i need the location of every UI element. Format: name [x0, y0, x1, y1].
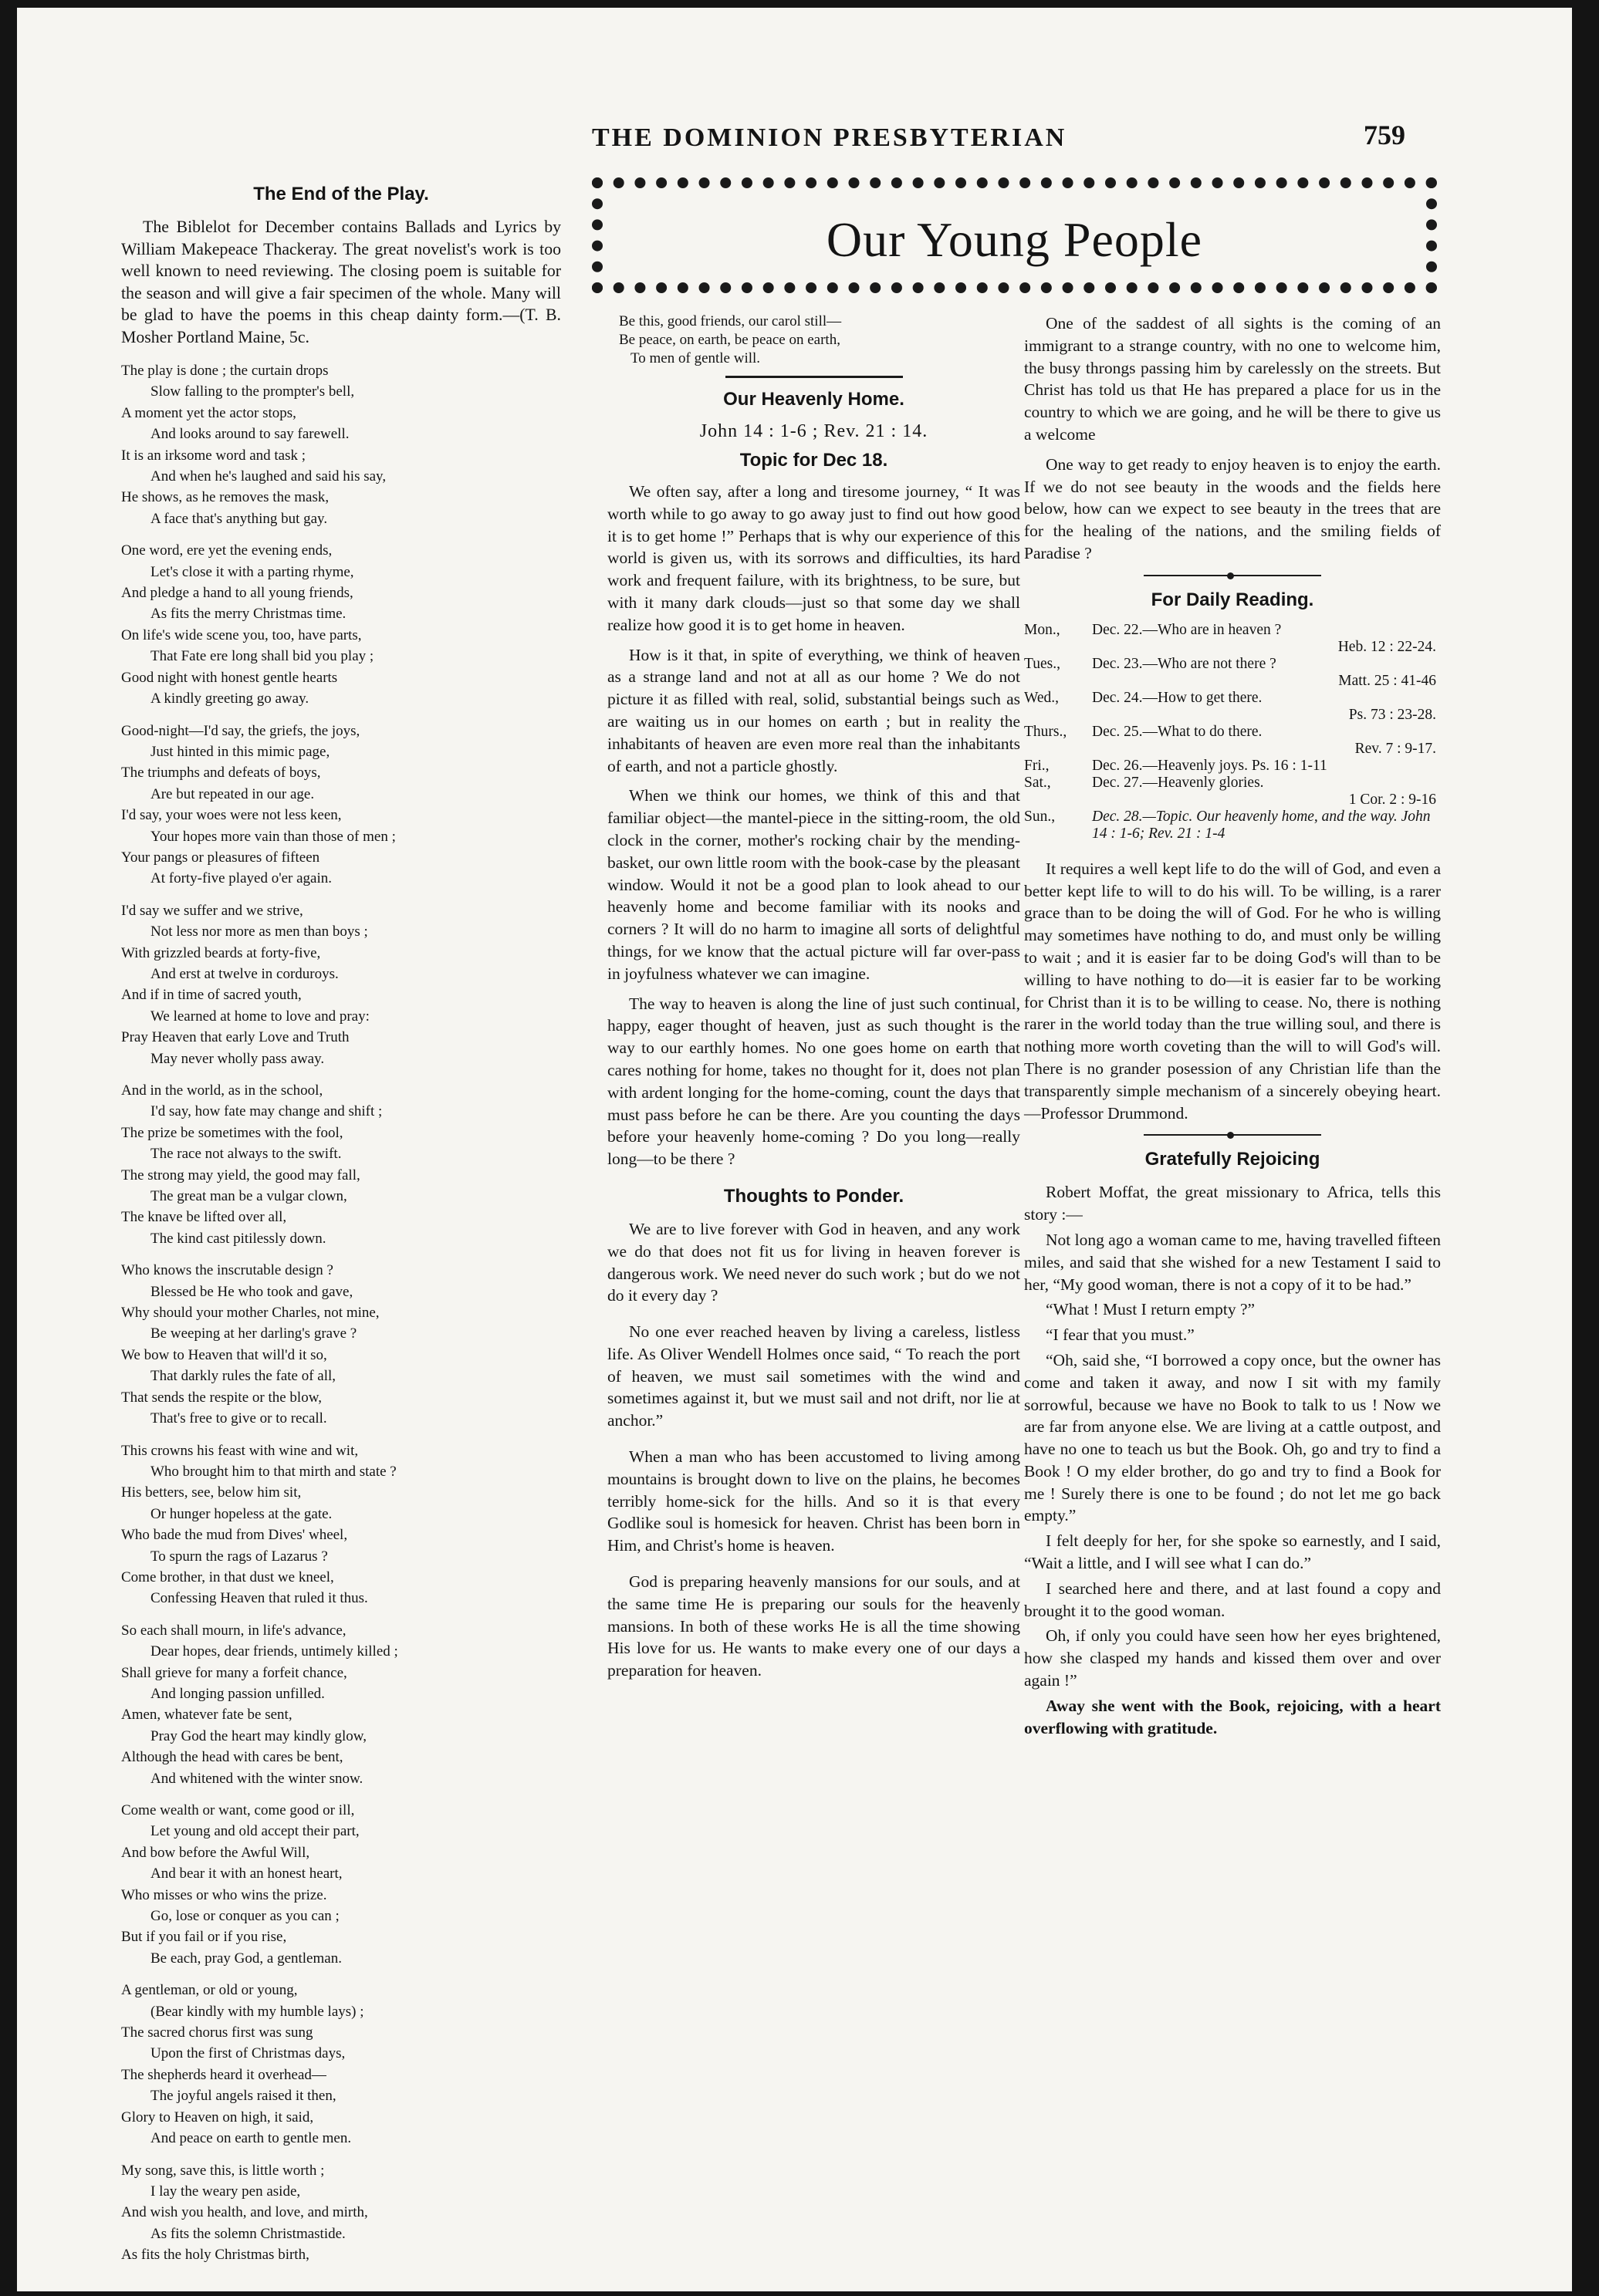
running-title: THE DOMINION PRESBYTERIAN [592, 123, 1067, 152]
middle-column [607, 312, 1020, 1696]
poem-line: Although the head with cares be bent, [121, 1749, 343, 1766]
paragraph: When a man who has been accustomed to living among mountains is brought down to live on the plains, he becomes terribly home-sick for the hills. And so it is that every Godlike soul is homesick for heaven. Christ has been born in Him, and Christ's home is heaven. [607, 1447, 1020, 1555]
poem-line: And pledge a hand to all young friends, [121, 585, 353, 602]
daily-reading-table [1024, 622, 1441, 842]
reading-reference: Heb. 12 : 22-24. [1337, 638, 1436, 655]
poem-line: Who brought him to that mirth and state ? [150, 1463, 397, 1480]
reading-text [1092, 622, 1441, 656]
article-title-heavenly-home: Our Heavenly Home. [723, 389, 904, 410]
poem-stanza [121, 360, 561, 529]
poem-line: As fits the merry Christmas time. [150, 606, 347, 623]
poem-line: Good night with honest gentle hearts [121, 669, 338, 686]
paragraph: “I fear that you must.” [1046, 1325, 1195, 1345]
poem-line: Amen, whatever fate be sent, [121, 1707, 292, 1724]
poem-line: Pray Heaven that early Love and Truth [121, 1029, 350, 1046]
poem-line: And bear it with an honest heart, [150, 1866, 343, 1882]
poem-line: The race not always to the swift. [150, 1146, 342, 1163]
poem-line: That darkly rules the fate of all, [150, 1368, 336, 1385]
poem-line: I lay the weary pen aside, [150, 2183, 301, 2200]
poem-stanza [121, 2160, 561, 2266]
poem-line: Blessed be He who took and gave, [150, 1283, 353, 1300]
reading-text [1092, 690, 1441, 724]
poem-line: At forty-five played o'er again. [150, 870, 333, 887]
poem-line: That's free to give or to recall. [150, 1410, 327, 1427]
scripture-reference: John 14 : 1-6 ; Rev. 21 : 14. [699, 421, 928, 441]
paragraph: Oh, if only you could have seen how her eyes brightened, how she clasped my hands and kissed them over and over again !” [1024, 1626, 1441, 1690]
reading-entry: Dec. 28.—Topic. Our heavenly home, and the way. John 14 : 1-6; Rev. 21 : 1-4 [1092, 808, 1431, 842]
article-body-continued [1024, 312, 1441, 565]
poem-line: Your pangs or pleasures of fifteen [121, 849, 320, 866]
reading-entry: Dec. 23.—Who are not there ? [1092, 655, 1276, 672]
reading-entry: Dec. 24.—How to get there. [1092, 689, 1263, 706]
reading-day: Sun., [1024, 808, 1056, 825]
poem-line: And whitened with the winter snow. [150, 1770, 363, 1787]
poem-line: Good-night—I'd say, the griefs, the joys, [121, 722, 360, 739]
poem-line: That Fate ere long shall bid you play ; [150, 648, 374, 665]
poem-stanza [121, 1980, 561, 2149]
poem-line: We bow to Heaven that will'd it so, [121, 1346, 327, 1363]
reading-reference: Rev. 7 : 9-17. [1354, 740, 1436, 757]
reading-reference: 1 Cor. 2 : 9-16 [1348, 791, 1436, 808]
reading-row [1024, 758, 1441, 775]
poem-line: I'd say, how fate may change and shift ; [150, 1103, 383, 1120]
poem-line: As fits the solemn Christmastide. [150, 2225, 346, 2242]
poem-line: Why should your mother Charles, not mine, [121, 1305, 380, 1322]
reading-day: Thurs., [1024, 723, 1067, 740]
poem-line: The knave be lifted over all, [121, 1209, 287, 1226]
poem-line: He shows, as he removes the mask, [121, 489, 330, 506]
poem-line: I'd say we suffer and we strive, [121, 902, 303, 919]
poem-line: Go, lose or conquer as you can ; [150, 1908, 340, 1925]
poem-line: A gentleman, or old or young, [121, 1982, 298, 1999]
paragraph: One of the saddest of all sights is the coming of an immigrant to a strange country, with no one to welcome him, the busy throngs passing him by carelessly on the streets. But Christ has told us that He has prepared a place for us in the country to which we are going, and he will be there to give us a welcome [1024, 314, 1441, 444]
poem-line: The joyful angels raised it then, [150, 2088, 336, 2105]
poem-line: Let young and old accept their part, [150, 1823, 360, 1840]
poem-line: Dear hopes, dear friends, untimely killed ; [150, 1643, 398, 1660]
reading-text [1092, 775, 1441, 809]
divider [725, 376, 903, 378]
paragraph: We are to live forever with God in heaven, and any work we do that does not fit us for living in heaven forever is dangerous work. We need never do such work ; but do we not do it every day ? [607, 1219, 1020, 1305]
poem-line: Glory to Heaven on high, it said, [121, 2109, 314, 2125]
reading-text [1092, 809, 1441, 842]
reading-row [1024, 809, 1441, 842]
carol-verse [607, 312, 1020, 368]
poem-stanza [121, 540, 561, 709]
reading-row [1024, 622, 1441, 656]
poem-line: Shall grieve for many a forfeit chance, [121, 1664, 347, 1681]
poem-line: And if in time of sacred youth, [121, 987, 302, 1004]
reading-row [1024, 724, 1441, 758]
poem-line: On life's wide scene you, too, have parts, [121, 626, 362, 643]
article-body [607, 481, 1020, 1170]
page-number: 759 [1364, 120, 1405, 150]
poem-line: And peace on earth to gentle men. [150, 2130, 352, 2147]
reading-row [1024, 656, 1441, 690]
poem-line: The shepherds heard it overhead— [121, 2066, 326, 2083]
poem-line: Confessing Heaven that ruled it thus. [150, 1590, 368, 1607]
poem-line: The strong may yield, the good may fall, [121, 1167, 360, 1183]
reading-day: Tues., [1024, 655, 1060, 672]
reading-entry: Dec. 26.—Heavenly joys. Ps. 16 : 1-11 [1092, 757, 1327, 774]
poem-line: A face that's anything but gay. [150, 510, 328, 527]
will-paragraph: It requires a well kept life to do the will of God, and even a better kept life to will to do his will. To be willing, is a rarer grace than to be doing the will of God. For he who is willing may sometimes have nothing to do, and must only be willing to wait ; and it is easier far to be doing God's will than to be willing to have nothing to do—it is easier far to be working for Christ than it is to be willing to cease. No, there is nothing rarer in the world today than the true willing soul, and there is nothing more worth coveting than the will to will God's will. There is no grander posession of any Christian life than the transparently simple mechanism of a sincerely obeying heart.—Professor Drummond. [1024, 859, 1441, 1123]
poem-line: Are but repeated in our age. [150, 785, 315, 802]
reading-reference: Ps. 73 : 23-28. [1348, 706, 1436, 723]
divider [1144, 572, 1321, 579]
poem-line: The play is done ; the curtain drops [121, 363, 329, 379]
poem-line: A kindly greeting go away. [150, 690, 309, 707]
banner-title: Our Young People [826, 212, 1203, 267]
poem-stanza [121, 1800, 561, 1969]
article-title-end-of-play: The End of the Play. [253, 184, 429, 204]
reading-row [1024, 775, 1441, 809]
left-column [121, 184, 561, 2277]
poem-line: And looks around to say farewell. [150, 426, 350, 443]
section-title-gratefully-rejoicing: Gratefully Rejoicing [1144, 1149, 1320, 1170]
poem-line: The prize be sometimes with the fool, [121, 1124, 343, 1141]
paragraph: No one ever reached heaven by living a careless, listless life. As Oliver Wendell Holmes once said, “ To reach the port of heaven, we must sail sometimes with the wind and sometimes against it, but we must sail and not drift, nor lie at anchor.” [607, 1322, 1020, 1430]
page-header [17, 100, 1572, 177]
poem-line: Not less nor more as men than boys ; [150, 923, 368, 940]
poem-line: Who bade the mud from Dives' wheel, [121, 1527, 348, 1544]
poem-line: And when he's laughed and said his say, [150, 468, 387, 485]
poem-stanza [121, 1260, 561, 1429]
reading-text [1092, 758, 1441, 775]
poem-line: (Bear kindly with my humble lays) ; [150, 2003, 364, 2020]
poem-line: Or hunger hopeless at the gate. [150, 1505, 333, 1522]
poem-line: And bow before the Awful Will, [121, 1844, 310, 1861]
reading-day: Wed., [1024, 689, 1059, 706]
reading-day: Mon., [1024, 621, 1060, 638]
poem-line: Upon the first of Christmas days, [150, 2045, 346, 2062]
paragraph: Robert Moffat, the great missionary to Africa, tells this story :— [1024, 1183, 1441, 1224]
poem-stanza [121, 1620, 561, 1789]
poem-line: The great man be a vulgar clown, [150, 1188, 347, 1205]
poem-line: And in the world, as in the school, [121, 1082, 323, 1099]
poem-stanza [121, 1080, 561, 1249]
poem-line: I'd say, your woes were not less keen, [121, 807, 342, 824]
reading-entry: Dec. 25.—What to do there. [1092, 723, 1263, 740]
poem-line: Just hinted in this mimic page, [150, 743, 330, 760]
poem-line: Be weeping at her darling's grave ? [150, 1325, 357, 1342]
poem-line: Let's close it with a parting rhyme, [150, 563, 354, 580]
poem-line: But if you fail or if you rise, [121, 1929, 287, 1946]
reading-text [1092, 656, 1441, 690]
paragraph: I felt deeply for her, for she spoke so earnestly, and I said, “Wait a little, and I will see what I can do.” [1024, 1531, 1441, 1573]
poem-stanza [121, 1440, 561, 1609]
poem-line: Come wealth or want, come good or ill, [121, 1802, 355, 1818]
poem-line: Come brother, in that dust we kneel, [121, 1568, 334, 1585]
poem-line: Pray God the heart may kindly glow, [150, 1727, 367, 1744]
poem-line: The kind cast pitilessly down. [150, 1230, 326, 1247]
poem-line: We learned at home to love and pray: [150, 1008, 370, 1025]
poem-line: One word, ere yet the evening ends, [121, 542, 333, 559]
reading-day: Sat., [1024, 774, 1051, 791]
poem-line: And erst at twelve in corduroys. [150, 965, 339, 982]
paragraph: One way to get ready to enjoy heaven is to enjoy the earth. If we do not see beauty in the woods and the fields here below, how can we expect to see beauty in the trees that are for the healing of the nations, and the smiling fields of Paradise ? [1024, 454, 1441, 562]
right-column [1024, 312, 1441, 1742]
poem-line: Who misses or who wins the prize. [121, 1886, 327, 1903]
poem-line: Who knows the inscrutable design ? [121, 1262, 333, 1279]
paragraph: Away she went with the Book, rejoicing, with a heart overflowing with gratitude. [1024, 1696, 1441, 1737]
paragraph: “Oh, said she, “I borrowed a copy once, but the owner has come and taken it away, and now I sit with my family sorrowful, because we have no Book to talk to us ! Now we are far from anyone else. We are living at a cattle outpost, and have no one to teach us but the Book. Oh, go and try to find a Book ! O my elder brother, do go and try to find a Book for me ! Surely there is one to be found ; do not let me go back empty.” [1024, 1350, 1441, 1525]
section-banner [592, 177, 1437, 293]
poem-line: The sacred chorus first was sung [121, 2024, 313, 2041]
poem-line: To spurn the rags of Lazarus ? [150, 1548, 328, 1565]
poem-line: This crowns his feast with wine and wit, [121, 1442, 359, 1459]
poem-stanza [121, 900, 561, 1069]
poem-line: Your hopes more vain than those of men ; [150, 828, 396, 845]
poem-line: And longing passion unfilled. [150, 1685, 325, 1702]
reading-day: Fri., [1024, 757, 1050, 774]
reading-text [1092, 724, 1441, 758]
reading-entry: Dec. 22.—Who are in heaven ? [1092, 621, 1282, 638]
poem-stanza [121, 721, 561, 890]
divider [1144, 1132, 1321, 1138]
story-body [1024, 1181, 1441, 1739]
poem-line: With grizzled beards at forty-five, [121, 944, 321, 961]
newspaper-page [17, 8, 1572, 2291]
thoughts-body [607, 1218, 1020, 1682]
topic-line: Topic for Dec 18. [739, 450, 888, 471]
reading-row [1024, 690, 1441, 724]
section-title-daily-reading: For Daily Reading. [1151, 589, 1314, 610]
poem-line: So each shall mourn, in life's advance, [121, 1622, 347, 1639]
poem-line: It is an irksome word and task ; [121, 447, 306, 464]
paragraph: God is preparing heavenly mansions for our souls, and at the same time He is preparing our souls for the heavenly mansions. In both of these works He is all the time showing His love for us. He wants to make every one of our days a preparation for heaven. [607, 1572, 1020, 1680]
poem-line: Slow falling to the prompter's bell, [150, 383, 355, 400]
poem-line: May never wholly pass away. [150, 1050, 325, 1067]
paragraph: I searched here and there, and at last found a copy and brought it to the good woman. [1024, 1578, 1441, 1620]
paragraph: When we think our homes, we think of this and that familiar object—the mantel-piece in the sitting-room, the old clock in the corner, mother's rocking chair by the mending-basket, our own little room with the book-case by the pleasant window. Would it not be a good plan to look ahead to our heavenly home and become familiar with its nooks and corners ? It will do no harm to imagine all sorts of delightful things, for we know that the actual picture will far over-pass in joyfulness whatever we can imagine. [607, 786, 1020, 983]
section-title-thoughts: Thoughts to Ponder. [723, 1185, 904, 1207]
poem-line: Be each, pray God, a gentleman. [150, 1950, 342, 1967]
poem-line: That sends the respite or the blow, [121, 1389, 322, 1406]
poem [121, 360, 561, 2266]
poem-line: His betters, see, below him sit, [121, 1484, 302, 1501]
article-intro: The Biblelot for December contains Ballads and Lyrics by William Makepeace Thackeray. The great novelist's work is too well known to need reviewing. The closing poem is suitable for the season and will give a fair specimen of the whole. Many will be glad to have the poems in this cheap dainty form.—(T. B. Mosher Portland Maine, 5c. [121, 218, 561, 346]
reading-reference: Matt. 25 : 41-46 [1338, 672, 1436, 689]
poem-line: My song, save this, is little worth ; [121, 2162, 325, 2179]
reading-entry: Dec. 27.—Heavenly glories. [1092, 774, 1264, 791]
poem-line: The triumphs and defeats of boys, [121, 765, 321, 782]
paragraph: We often say, after a long and tiresome journey, “ It was worth while to go away to go away just to find out how good it is to get home !” Perhaps that is why our experience of this world is given us, with its sorrows and difficulties, its hard work and frequent failure, with its brightness, to be sure, but with it many dark clouds—just so that some day we shall realize how good it is to get home in heaven. [607, 482, 1020, 634]
poem-line: And wish you health, and love, and mirth, [121, 2204, 368, 2221]
poem-line: As fits the holy Christmas birth, [121, 2247, 309, 2264]
carol-line: Be peace, on earth, be peace on earth, [619, 332, 840, 348]
paragraph: How is it that, in spite of everything, we think of heaven as a strange land and not at all as our home ? We do not picture it as filled with real, solid, substantial beings such as are waiting us in our homes on earth ; but in reality the inhabitants of heaven are even more real than the inhabitants of earth, and not a particle ghostly. [607, 645, 1020, 775]
paragraph: The way to heaven is along the line of just such continual, happy, eager thought of heaven, just as such thought is the way to our earthly homes. No one goes home on earth that cares nothing for home, takes no thought for it, does not plan with ardent longing for the home-coming, count the days that must pass before he can be there. Are you counting the days before your heavenly home-coming ? Do you long—really long—to be there ? [607, 994, 1020, 1169]
poem-line: A moment yet the actor stops, [121, 404, 296, 421]
paragraph: Not long ago a woman came to me, having travelled fifteen miles, and said that she wished for a new Testament I said to her, “My good woman, there is not a copy of it to be had.” [1024, 1230, 1441, 1294]
carol-line: To men of gentle will. [630, 350, 761, 366]
carol-line: Be this, good friends, our carol still— [619, 313, 842, 329]
paragraph: “What ! Must I return empty ?” [1046, 1300, 1256, 1319]
